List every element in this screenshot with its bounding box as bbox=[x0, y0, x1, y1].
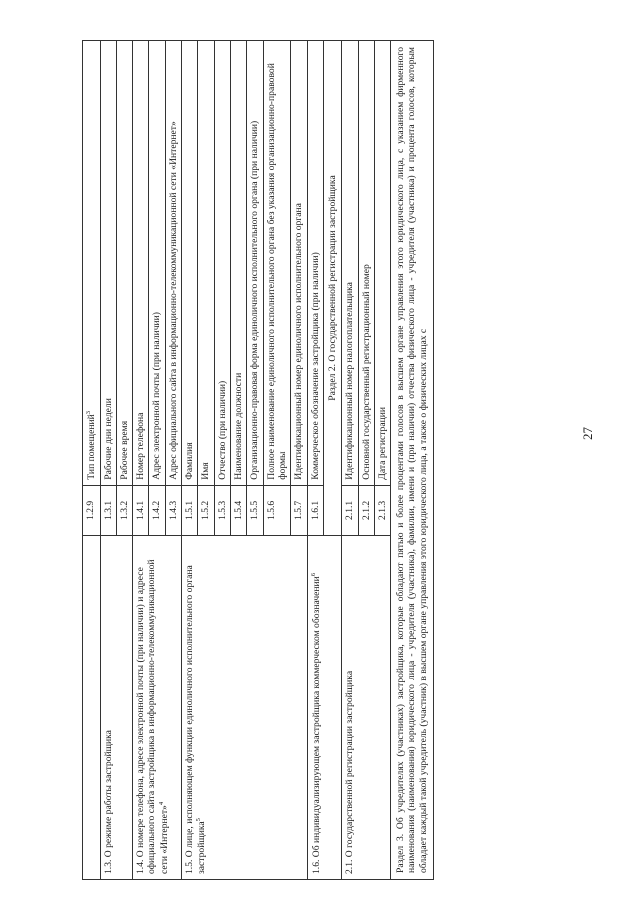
field-name: Рабочие дни недели bbox=[100, 41, 116, 486]
footnote-marker: 6 bbox=[309, 572, 317, 577]
field-code: 1.3.1 bbox=[100, 485, 116, 535]
field-code: 2.1.1 bbox=[342, 485, 358, 535]
declaration-table bbox=[82, 40, 434, 880]
field-name: Идентификационный номер единоличного исполнительного органа bbox=[291, 41, 307, 486]
field-code: 1.3.2 bbox=[116, 485, 132, 535]
field-name: Адрес официального сайта в информационно-телекоммуникационной сети «Интернет» bbox=[165, 41, 181, 486]
table-row bbox=[182, 41, 198, 880]
footnote-marker: 4 bbox=[157, 801, 165, 806]
field-name: Отчество (при наличии) bbox=[214, 41, 230, 486]
field-code: 2.1.2 bbox=[358, 485, 374, 535]
field-code: 1.2.9 bbox=[83, 485, 101, 535]
field-code: 1.5.2 bbox=[198, 485, 214, 535]
field-name: Номер телефона bbox=[133, 41, 149, 486]
field-code: 1.5.4 bbox=[231, 485, 247, 535]
footnote-marker: 3 bbox=[85, 411, 92, 415]
group-cell: 1.6. Об индивидуализирующем застройщика коммерческом обозначении$^6$ bbox=[307, 536, 342, 880]
field-name: Наименование должности bbox=[231, 41, 247, 486]
table-row bbox=[307, 41, 323, 880]
field-code: 1.6.1 bbox=[307, 485, 323, 535]
field-code: 1.5.1 bbox=[182, 485, 198, 535]
field-name: Полное наименование единоличного исполнительного органа без указания организационно-правовой формы bbox=[263, 41, 291, 486]
section-title: Раздел 2. О государственной регистрации застройщика bbox=[323, 41, 341, 536]
field-code: 1.5.7 bbox=[291, 485, 307, 535]
field-name: Организационно-правовая форма единоличного исполнительного органа (при наличии) bbox=[247, 41, 263, 486]
rotated-table-sheet bbox=[82, 40, 582, 880]
section-note-row bbox=[391, 41, 434, 880]
field-code: 2.1.3 bbox=[374, 485, 390, 535]
table-row bbox=[83, 41, 101, 880]
field-code: 1.5.3 bbox=[214, 485, 230, 535]
group-cell: 1.3. О режиме работы застройщика bbox=[100, 536, 133, 880]
page-number: 27 bbox=[580, 427, 595, 440]
section-3-description: Раздел 3. Об учредителях (участниках) застройщика, которые обладают пятью и более процентами голосов в высшем органе управления этого юридического лица, с указанием фирменного наименования (наименования) юридического лица - учредителя (участника), фамилии, имени и (при наличии) отчества физического лица - учредителя (участника) и процента голосов, которым обладает каждый такой учредитель (участник) в высшем органе управления этого юридического лица, а также о физических лицах с bbox=[391, 41, 434, 880]
field-name: Фамилия bbox=[182, 41, 198, 486]
field-code: 1.4.3 bbox=[165, 485, 181, 535]
field-name: Имя bbox=[198, 41, 214, 486]
group-cell: 1.5. О лице, исполняющем функции единоличного исполнительного органа застройщика$^5$ bbox=[182, 536, 308, 880]
field-code: 1.5.5 bbox=[247, 485, 263, 535]
field-name: Рабочее время bbox=[116, 41, 132, 486]
group-cell: 1.4. О номере телефона, адресе электронной почты (при наличии) и адресе официального сайта застройщика в информационно-телекоммуникационной сети «Интернет»$^4$ bbox=[133, 536, 182, 880]
table-row bbox=[100, 41, 116, 880]
field-name: Коммерческое обозначение застройщика (при наличии) bbox=[307, 41, 323, 486]
group-cell: 2.1. О государственной регистрации застройщика bbox=[342, 536, 391, 880]
footnote-marker: 5 bbox=[195, 818, 203, 822]
field-name: Тип помещений$^3$ bbox=[83, 41, 101, 486]
field-name: Идентификационный номер налогоплательщика bbox=[342, 41, 358, 486]
field-code: 1.5.6 bbox=[263, 485, 291, 535]
field-code: 1.4.2 bbox=[149, 485, 165, 535]
table-row bbox=[342, 41, 358, 880]
field-name: Основной государственный регистрационный номер bbox=[358, 41, 374, 486]
group-cell bbox=[83, 536, 101, 880]
field-name: Дата регистрации bbox=[374, 41, 390, 486]
field-name: Адрес электронной почты (при наличии) bbox=[149, 41, 165, 486]
field-code: 1.4.1 bbox=[133, 485, 149, 535]
table-row bbox=[133, 41, 149, 880]
